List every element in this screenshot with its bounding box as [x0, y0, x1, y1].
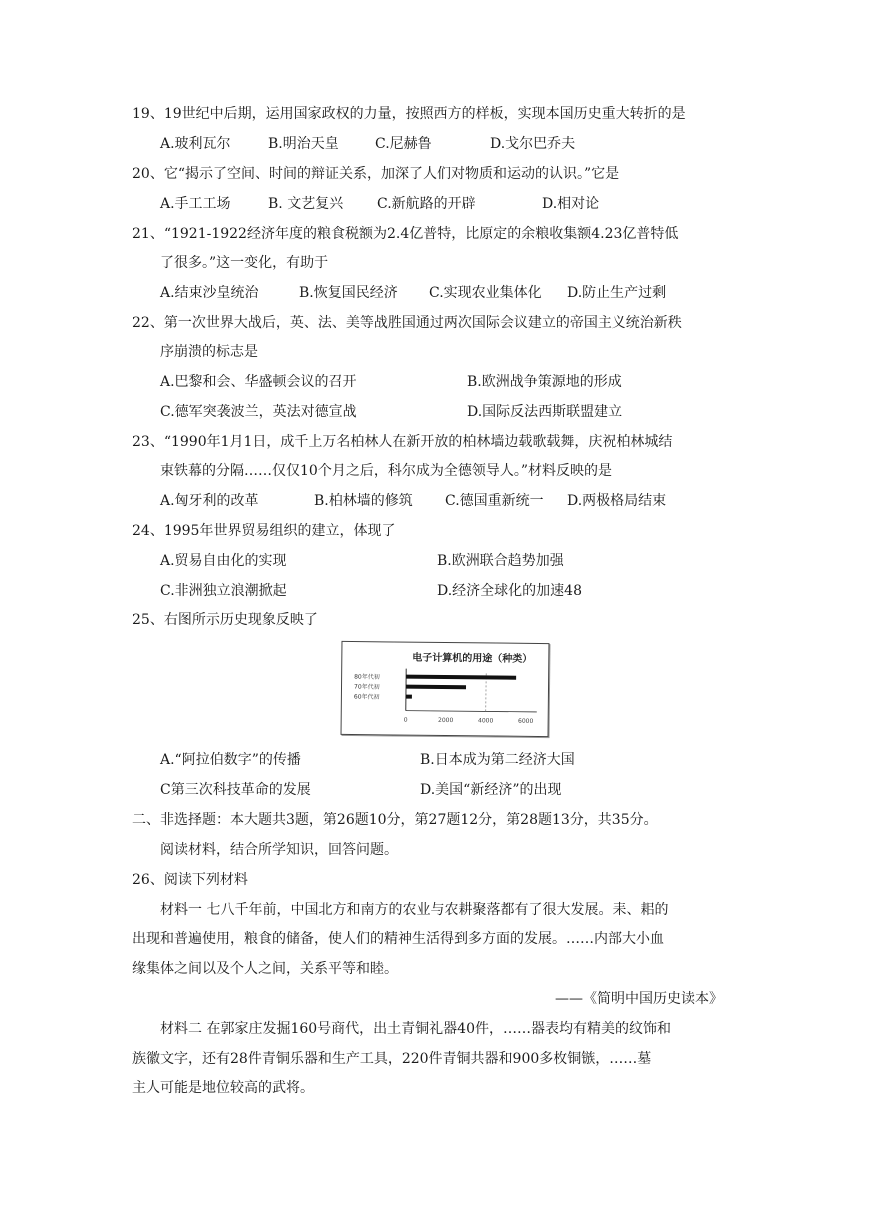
q20-option-c: C.新航路的开辟	[377, 196, 476, 212]
chart-category-label: 70年代初	[353, 683, 380, 691]
chart-bar	[406, 675, 516, 680]
q22-option-b: B.欧洲战争策源地的形成	[467, 374, 622, 390]
q20-option-b: B. 文艺复兴	[268, 196, 344, 212]
chart-title: 电子计算机的用途（种类）	[412, 652, 533, 665]
chart-tick-label: 2000	[437, 716, 454, 725]
chart-tick-label: 0	[403, 716, 408, 724]
question-21-stem-line1: 21、“1921-1922经济年度的粮食税额为2.4亿普特，比原定的余粮收集额4.23亿普特低	[132, 226, 679, 242]
q20-option-a: A.手工工场	[160, 196, 231, 212]
material-1-line2: 出现和普遍使用，粮食的储备，使人们的精神生活得到多方面的发展。……内部大小血	[132, 931, 664, 947]
question-23-stem-line2: 束铁幕的分隔……仅仅10个月之后，科尔成为全德领导人。”材料反映的是	[160, 463, 612, 479]
q19-option-c: C.尼赫鲁	[375, 136, 432, 152]
material-1-source: ——《简明中国历史读本》	[555, 991, 723, 1007]
question-19-stem: 19、19世纪中后期，运用国家政权的力量，按照西方的样板，实现本国历史重大转折的是	[132, 106, 686, 122]
q19-option-b: B.明治天皇	[268, 136, 339, 152]
q25-option-d: D.美国“新经济”的出现	[420, 782, 562, 798]
q19-option-a: A.玻利瓦尔	[160, 136, 231, 152]
chart-axis-x	[406, 711, 537, 712]
section-2-instruction: 阅读材料，结合所学知识，回答问题。	[160, 842, 398, 858]
q22-option-d: D.国际反法西斯联盟建立	[467, 404, 623, 420]
q24-option-d: D.经济全球化的加速48	[437, 583, 582, 599]
q25-option-c: C第三次科技革命的发展	[160, 782, 311, 798]
q20-option-d: D.相对论	[542, 196, 600, 212]
chart-svg	[342, 642, 549, 736]
q22-option-c: C.德军突袭波兰，英法对德宣战	[160, 404, 357, 420]
q23-option-c: C.德国重新统一	[445, 493, 544, 509]
question-22-stem-line2: 序崩溃的标志是	[160, 344, 258, 360]
q21-option-c: C.实现农业集体化	[429, 285, 542, 301]
question-24-stem: 24、1995年世界贸易组织的建立，体现了	[132, 523, 396, 539]
chart-bar	[406, 695, 412, 699]
question-25-stem: 25、右图所示历史现象反映了	[132, 612, 318, 628]
chart-bar	[406, 685, 466, 690]
chart-category-label: 80年代初	[354, 673, 380, 681]
q21-option-b: B.恢复国民经济	[299, 285, 398, 301]
material-1-line1: 材料一 七八千年前，中国北方和南方的农业与农耕聚落都有了很大发展。耒、耜的	[160, 902, 669, 918]
material-2-line1: 材料二 在郭家庄发掘160号商代，出土青铜礼器40件，……器表均有精美的纹饰和	[160, 1021, 671, 1037]
material-2-line3: 主人可能是地位较高的武将。	[132, 1080, 314, 1096]
material-2-line2: 族徽文字，还有28件青铜乐器和生产工具，220件青铜共器和900多枚铜镞，……墓	[132, 1051, 652, 1067]
q25-option-a: A.“阿拉伯数字”的传播	[160, 752, 301, 768]
q25-option-b: B.日本成为第二经济大国	[420, 752, 575, 768]
computer-usage-chart	[341, 641, 550, 737]
q22-option-a: A.巴黎和会、华盛顿会议的召开	[160, 374, 357, 390]
question-21-stem-line2: 了很多。”这一变化，有助于	[160, 255, 329, 271]
question-26-stem: 26、阅读下列材料	[132, 872, 248, 888]
chart-category-label: 60年代初	[353, 693, 380, 701]
q24-option-a: A.贸易自由化的实现	[160, 553, 287, 569]
q21-option-a: A.结束沙皇统治	[160, 285, 259, 301]
q24-option-c: C.非洲独立浪潮掀起	[160, 583, 287, 599]
section-2-heading: 二、非选择题：本大题共3题，第26题10分，第27题12分，第28题13分，共35分。	[132, 812, 658, 828]
chart-tick-label: 6000	[517, 717, 534, 725]
q24-option-b: B.欧洲联合趋势加强	[437, 553, 564, 569]
question-20-stem: 20、它“揭示了空间、时间的辩证关系，加深了人们对物质和运动的认识。”它是	[132, 166, 620, 182]
chart-tick-label: 4000	[477, 717, 494, 725]
question-22-stem-line1: 22、第一次世界大战后，英、法、美等战胜国通过两次国际会议建立的帝国主义统治新秩	[132, 315, 682, 331]
q23-option-d: D.两极格局结束	[567, 493, 667, 509]
material-1-line3: 缘集体之间以及个人之间，关系平等和睦。	[132, 961, 398, 977]
question-23-stem-line1: 23、“1990年1月1日，成千上万名柏林人在新开放的柏林墙边载歌载舞，庆祝柏林城结	[132, 434, 673, 450]
q19-option-d: D.戈尔巴乔夫	[490, 136, 576, 152]
q21-option-d: D.防止生产过剩	[567, 285, 667, 301]
q23-option-b: B.柏林墙的修筑	[314, 493, 413, 509]
q23-option-a: A.匈牙利的改革	[160, 493, 259, 509]
